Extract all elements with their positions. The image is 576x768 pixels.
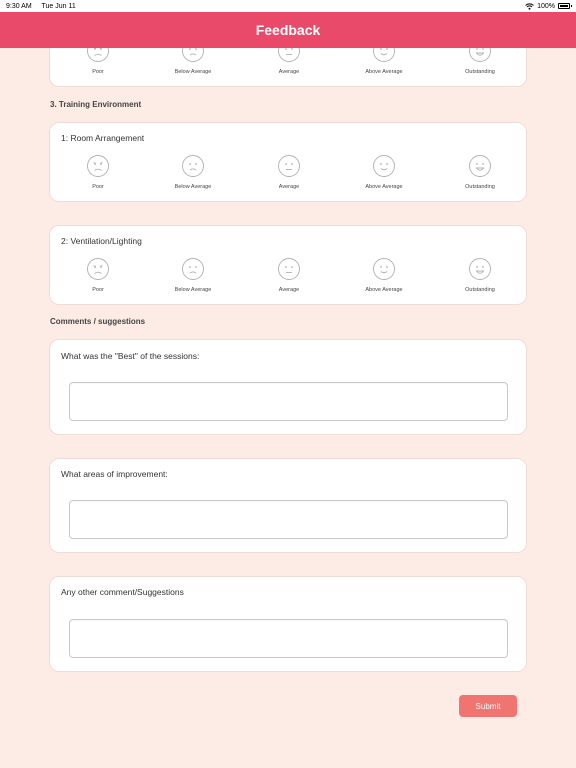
laughing-face-icon (440, 154, 520, 178)
rating-option-average[interactable] (249, 257, 329, 293)
rating-label: Above Average (365, 287, 403, 293)
very-sad-face-icon (58, 154, 138, 178)
rating-label: Poor (92, 184, 104, 190)
rating-option-outstanding[interactable] (440, 154, 520, 190)
comment-label: Any other comment/Suggestions (61, 587, 184, 597)
rating-label: Below Average (174, 287, 212, 293)
rating-label: Below Average (174, 184, 212, 190)
rating-option-outstanding[interactable] (440, 257, 520, 293)
rating-label: Outstanding (465, 69, 495, 75)
rating-option-below-average[interactable] (153, 154, 233, 190)
rating-option-poor[interactable] (58, 257, 138, 293)
neutral-face-icon (249, 154, 329, 178)
rating-label: Outstanding (465, 287, 495, 293)
rating-card-ventilation-lighting (49, 225, 527, 305)
very-sad-face-icon (58, 257, 138, 281)
wifi-icon (525, 3, 534, 10)
rating-label: Above Average (365, 69, 403, 75)
other-comment-input[interactable] (69, 619, 508, 658)
status-left (6, 3, 84, 10)
sad-face-icon (153, 257, 233, 281)
submit-button[interactable]: Submit (459, 695, 517, 717)
rating-label: Average (278, 69, 300, 75)
status-date: Tue Jun 11 (41, 2, 76, 10)
rating-label: Poor (92, 69, 104, 75)
comment-card-best (49, 339, 527, 435)
battery-icon (558, 3, 570, 9)
rating-label: Average (278, 287, 300, 293)
rating-option-poor[interactable] (58, 154, 138, 190)
laughing-face-icon (440, 257, 520, 281)
neutral-face-icon (249, 257, 329, 281)
page-title: Feedback (255, 22, 321, 38)
smile-face-icon (344, 257, 424, 281)
rating-option-above-average[interactable] (344, 257, 424, 293)
sad-face-icon (153, 154, 233, 178)
best-session-input[interactable] (69, 382, 508, 421)
nav-bar (0, 12, 576, 48)
improvement-input[interactable] (69, 500, 508, 539)
comment-label: What was the "Best" of the sessions: (61, 351, 200, 361)
rating-label: Below Average (174, 69, 212, 75)
comment-card-other (49, 576, 527, 672)
comment-label: What areas of improvement: (61, 469, 168, 479)
status-time: 9:30 AM (6, 2, 32, 10)
rating-row (50, 257, 528, 297)
status-bar (0, 0, 576, 12)
rating-label: Outstanding (465, 184, 495, 190)
smile-face-icon (344, 154, 424, 178)
rating-option-average[interactable] (249, 154, 329, 190)
rating-card-room-arrangement (49, 122, 527, 202)
battery-percent: 100% (537, 2, 555, 10)
rating-option-above-average[interactable] (344, 154, 424, 190)
section-title-comments: Comments / suggestions (50, 317, 146, 326)
rating-label: Above Average (365, 184, 403, 190)
rating-label: Poor (92, 287, 104, 293)
rating-option-below-average[interactable] (153, 257, 233, 293)
comment-card-improvement (49, 458, 527, 553)
status-right (525, 3, 570, 10)
question-label: 1: Room Arrangement (61, 133, 145, 143)
section-title-training-environment: 3. Training Environment (50, 100, 142, 109)
question-label: 2: Ventilation/Lighting (61, 236, 142, 246)
rating-label: Average (278, 184, 300, 190)
rating-row (50, 154, 528, 194)
